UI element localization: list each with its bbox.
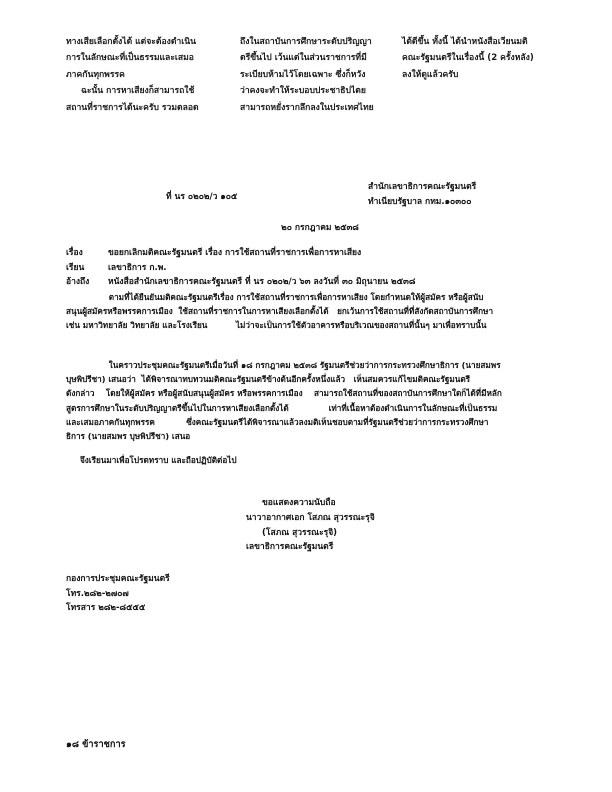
excerpt-line: ได้ดีขึ้น ทั้งนี้ ได้นำหนังสือเวียนมติ	[402, 37, 528, 47]
excerpt-line: ตรีขึ้นไป เว้นแต่ในส่วนราชการที่มี	[240, 53, 367, 64]
body-line: บุษพิปรีชา) เสนอว่า ได้พิจารณาทบทวนมติคณะรัฐมนตรีข้างต้นอีกครั้งหนึ่งแล้ว เห็นสมควรแก้ไขมติคณะรัฐมนตรี	[66, 374, 471, 385]
excerpt-line: การในลักษณะที่เป็นธรรมและเสมอ	[66, 53, 194, 64]
subject-label: เรื่อง	[66, 248, 83, 258]
body-line: สูตรการศึกษาในระดับปริญญาตรีขึ้นไปในการหาเสียงเลือกตั้งได้ เท่าที่เนื้อหาต้องดำเนินการในลักษณะที่เป็นธรรม	[66, 402, 498, 413]
body-line: ดังกล่าว โดยให้ผู้สมัคร หรือผู้สนับสนุนผู้สมัคร หรือพรรคการเมือง สามารถใช้สถานที่ของสถาบันการศึกษาใดก็ได้ที่มีหลัก	[66, 388, 502, 399]
subject-text: ขอยกเลิกมติคณะรัฐมนตรี เรื่อง การใช้สถานที่ราชการเพื่อการหาเสียง	[108, 248, 362, 258]
office-name: สำนักเลขาธิการคณะรัฐมนตรี	[368, 182, 477, 192]
body-line: ในคราวประชุมคณะรัฐมนตรีเมื่อวันที่ ๑๘ กรกฎาคม ๒๕๓๘ รัฐมนตรีช่วยว่าการกระทรวงศึกษาธิการ (นายสมพร	[66, 360, 501, 370]
excerpt-line: ทางเสียเลือกตั้งได้ แต่จะต้องดำเนิน	[66, 37, 196, 47]
contact-fax: โทรสาร ๒๘๒-๘๕๕๕	[66, 603, 146, 614]
closing-salutation: ขอแสดงความนับถือ	[262, 498, 336, 508]
excerpt-column-2	[240, 34, 390, 116]
excerpt-line: คณะรัฐมนตรีในเรื่องนี้ (2 ครั้งหลัง)	[402, 53, 534, 64]
excerpt-line: ระเบียบห้ามไว้โดยเฉพาะ ซึ่งก็หวัง	[240, 69, 366, 80]
signer-name: นาวาอากาศเอก โสภณ สุวรรณะรุจิ	[246, 512, 375, 523]
recipient-label: เรียน	[66, 262, 85, 273]
signature-block	[246, 496, 375, 555]
body-paragraph-1	[66, 290, 544, 333]
page-footer: ๑๘ ข้าราชการ	[66, 739, 126, 750]
excerpt-line: ถึงในสถาบันการศึกษาระดับปริญญา	[240, 37, 372, 47]
signer-position: เลขาธิการคณะรัฐมนตรี	[246, 542, 334, 553]
document-number: ที่ นร ๐๒๐๒/ว ๑๐๕	[166, 192, 238, 202]
article-excerpt	[66, 34, 556, 126]
contact-division: กองการประชุมคณะรัฐมนตรี	[66, 574, 170, 584]
body-line: ธิการ (นายสมพร บุษพิปรีชา) เสนอ	[66, 431, 191, 442]
contact-block	[66, 572, 170, 616]
closing-line: จึงเรียนมาเพื่อโปรดทราบ และถือปฏิบัติต่อไป	[80, 455, 237, 465]
letter-date: ๒๐ กรกฎาคม ๒๕๓๘	[281, 223, 359, 233]
body-line: และเสมอภาคกันทุกพรรค ซึ่งคณะรัฐมนตรีได้พิจารณาแล้วลงมติเห็นชอบตามที่รัฐมนตรีช่วยว่าการกระทรวงศึกษา	[66, 416, 489, 427]
body-paragraph-3	[80, 453, 558, 467]
excerpt-column-1	[66, 34, 226, 116]
excerpt-line: ภาคกันทุกพรรค	[66, 69, 125, 80]
body-paragraph-2	[66, 358, 544, 443]
excerpt-line: สามารถหยั่งรากลึกลงในประเทศไทย	[240, 102, 374, 113]
excerpt-line: สถานที่ราชการได้นะครับ รวมตลอด	[66, 102, 199, 113]
signer-name-parenthetical: (โสภณ สุวรรณะรุจิ)	[262, 527, 338, 538]
body-line: เช่น มหาวิทยาลัย วิทยาลัย และโรงเรียน ไม่ว่าจะเป็นการใช้ตัวอาคารหรือบริเวณของสถานที่นั้นๆ มาเพื่อทราบนั้น	[66, 320, 487, 331]
excerpt-column-3	[402, 34, 556, 83]
office-address: ทำเนียบรัฐบาล กทม.๑๐๓๐๐	[368, 196, 472, 207]
reference-text: หนังสือสำนักเลขาธิการคณะรัฐมนตรี ที่ นร ๐๒๐๒/ว ๖๓ ลงวันที่ ๓๐ มิถุนายน ๒๕๓๘	[108, 277, 416, 287]
excerpt-line: ฉะนั้น การหาเสียงก็สามารถใช้	[66, 86, 195, 97]
reference-label: อ้างถึง	[66, 277, 90, 287]
contact-phone: โทร.๒๘๒-๒๗๐๗	[66, 588, 129, 599]
issuing-office	[368, 180, 476, 209]
excerpt-line: ว่าคงจะทำให้ระบอบประชาธิปไตย	[240, 86, 366, 97]
recipient-text: เลขาธิการ ก.พ.	[108, 262, 167, 273]
excerpt-line: ลงให้ดูแล้วครับ	[402, 69, 459, 80]
body-line: ตามที่ได้ยืนยันมติคณะรัฐมนตรีเรื่อง การใช้สถานที่ราชการเพื่อการหาเสียง โดยกำหนดให้ผู้สมัคร หรือผู้สนับ	[66, 292, 484, 302]
body-line: สนุนผู้สมัครหรือพรรคการเมือง ใช้สถานที่ราชการในการหาเสียงเลือกตั้งได้ ยกเว้นการใช้สถานที่ที่สังกัดสถาบันการศึกษา	[66, 306, 494, 317]
